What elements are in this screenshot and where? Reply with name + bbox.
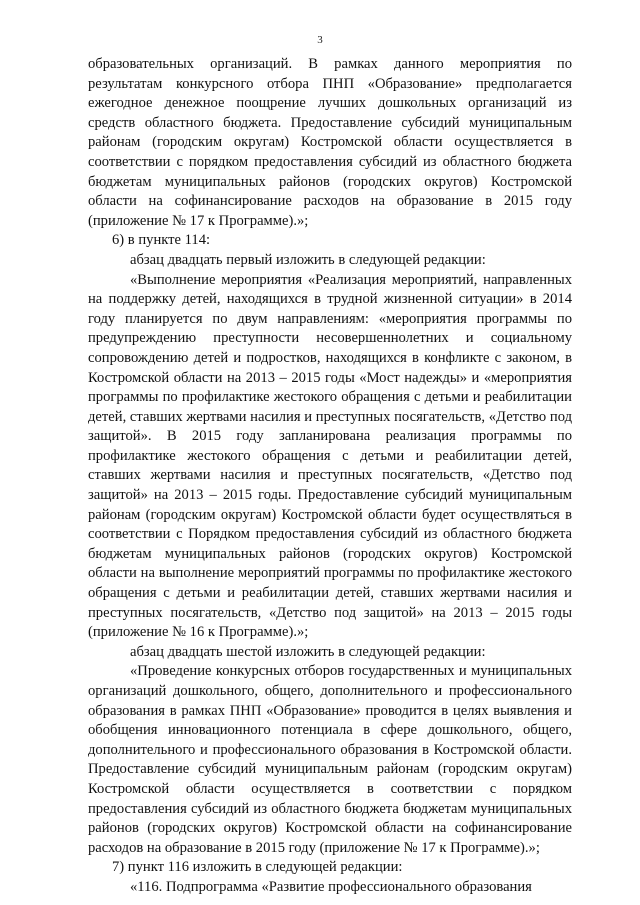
paragraph-quote-26: «Проведение конкурсных отборов государственных и муниципальных организаций дошкольного, общего, дополнительного и профессионального образования в рамках ПНП «Образование» проводится в целях выявления и обобщения инновационного потенциала в сфере дошкольного, общего, дополнительного и профессионального образования в Костромской области. Предоставление субсидий муниципальным районам (городским округам) Костромской области осуществляется в соответствии с порядком предоставления субсидий из областного бюджета бюджетам муниципальных районов (городских округов) Костромской области на софинансирование расходов на образование в 2015 году (приложение № 17 к Программе).»;	[88, 663, 572, 856]
paragraph-instruction-26: абзац двадцать шестой изложить в следующей редакции:	[130, 643, 486, 660]
document-body	[88, 55, 572, 898]
paragraph-item-6: 6) в пункте 114:	[112, 232, 211, 249]
page-number: 3	[317, 34, 323, 46]
paragraph-quote-116: «116. Подпрограмма «Развитие профессионального образования	[130, 878, 532, 895]
paragraph-quote-21: «Выполнение мероприятия «Реализация мероприятий, направленных на поддержку детей, находящихся в трудной жизненной ситуации» в 2014 году планируется по двум направлениям: «мероприятия программы по предупреждению преступности несовершеннолетних и социальному сопровождению детей и подростков, находящихся в конфликте с законом, в Костромской области на 2013 – 2015 годы «Мост надежды» и «мероприятия программы по профилактике жестокого обращения с детьми и реабилитации детей, ставших жертвами насилия и преступных посягательств, «Детство под защитой». В 2015 году запланирована реализация программы по профилактике жестокого обращения с детьми и реабилитации детей, ставших жертвами насилия и преступных посягательств, «Детство под защитой» на 2013 – 2015 годы. Предоставление субсидий муниципальным районам (городским округам) Костромской области будет осуществляться в соответствии с Порядком предоставления субсидий из областного бюджета бюджетам муниципальных районов (городских округов) Костромской области на выполнение мероприятий программы по профилактике жестокого обращения с детьми и реабилитации детей, ставших жертвами насилия и преступных посягательств, «Детство под защитой» на 2013 – 2015 годы (приложение № 16 к Программе).»;	[88, 271, 572, 641]
paragraph-item-7: 7) пункт 116 изложить в следующей редакции:	[112, 859, 403, 876]
paragraph-instruction-21: абзац двадцать первый изложить в следующей редакции:	[130, 251, 486, 268]
paragraph-continuation: образовательных организаций. В рамках данного мероприятия по результатам конкурсного отбора ПНП «Образование» предполагается ежегодное денежное поощрение лучших дошкольных организаций из средств областного бюджета. Предоставление субсидий муниципальным районам (городским округам) Костромской области осуществляется в соответствии с порядком предоставления субсидий из областного бюджета бюджетам муниципальных районов (городских округов) Костромской области на софинансирование расходов на образование в 2015 году (приложение № 17 к Программе).»;	[88, 56, 572, 229]
